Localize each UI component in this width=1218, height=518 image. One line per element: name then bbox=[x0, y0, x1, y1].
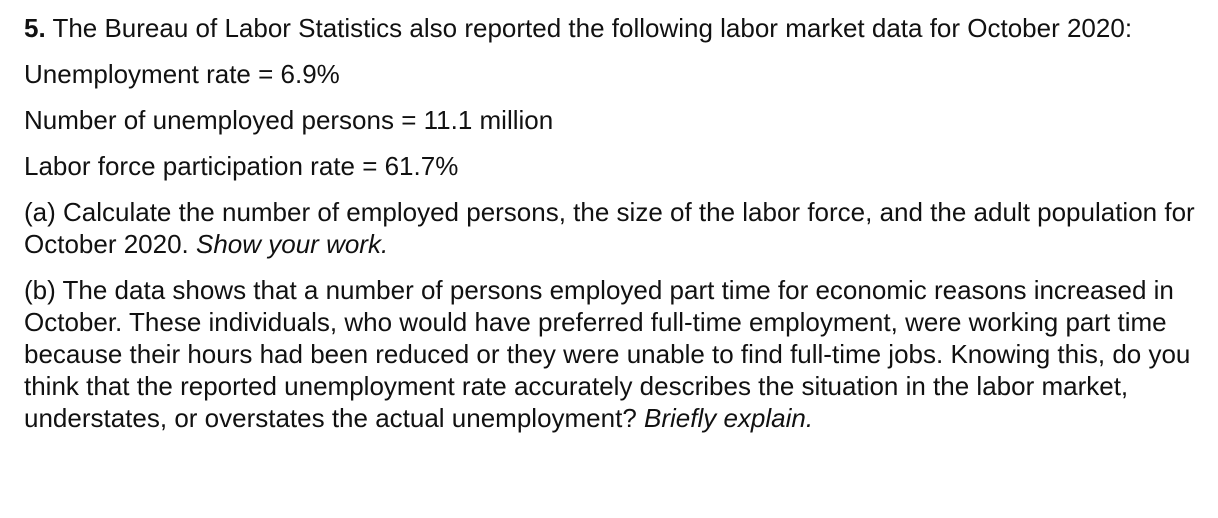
part-a-text: (a) Calculate the number of employed persons, the size of the labor force, and the adult population for October 2020. bbox=[24, 197, 1195, 259]
data-line-unemployment-rate: Unemployment rate = 6.9% bbox=[24, 59, 340, 89]
data-line-participation-rate: Labor force participation rate = 61.7% bbox=[24, 151, 459, 181]
question-intro bbox=[24, 12, 1204, 44]
question-intro-text: The Bureau of Labor Statistics also reported the following labor market data for October 2020: bbox=[45, 13, 1133, 43]
part-b-emphasis: Briefly explain. bbox=[644, 403, 814, 433]
part-a bbox=[24, 196, 1204, 260]
question-document bbox=[24, 12, 1204, 448]
part-b-text: (b) The data shows that a number of persons employed part time for economic reasons increased in October. These individuals, who would have preferred full-time employment, were working part time because their hours had been reduced or they were unable to find full-time jobs. Knowing this, do you think that the reported unemployment rate accurately describes the situation in the labor market, understates, or overstates the actual unemployment? bbox=[24, 275, 1191, 433]
question-number: 5. bbox=[24, 13, 46, 43]
data-line-unemployed-persons: Number of unemployed persons = 11.1 million bbox=[24, 105, 554, 135]
part-a-emphasis: Show your work. bbox=[196, 229, 389, 259]
part-b bbox=[24, 274, 1204, 434]
